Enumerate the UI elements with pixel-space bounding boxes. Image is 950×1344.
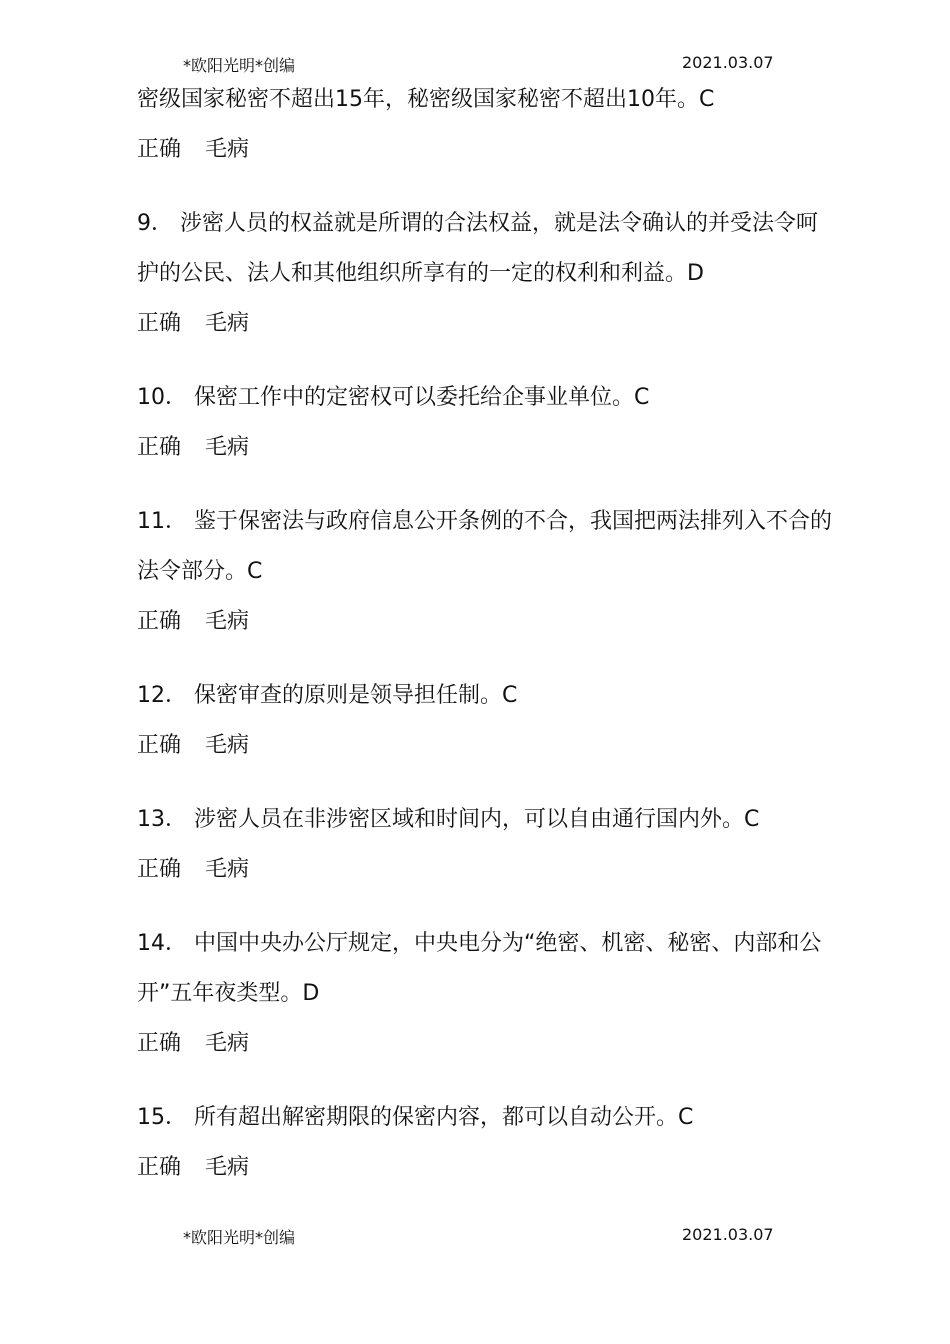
question-item — [137, 1093, 837, 1193]
question-text: 10． 保密工作中的定密权可以委托给企事业单位。C — [137, 385, 650, 410]
question-item — [137, 919, 837, 1069]
option-wrong: 毛病 — [205, 733, 250, 758]
question-item — [137, 795, 837, 895]
question-item — [137, 373, 837, 473]
answer-options — [137, 1019, 837, 1069]
option-correct: 正确 — [137, 311, 182, 336]
option-wrong: 毛病 — [205, 1031, 250, 1056]
option-wrong: 毛病 — [205, 137, 250, 162]
question-item — [137, 671, 837, 771]
question-text: 13． 涉密人员在非涉密区域和时间内，可以自由通行国内外。C — [137, 807, 760, 832]
answer-options — [137, 845, 837, 895]
option-wrong: 毛病 — [205, 609, 250, 634]
option-correct: 正确 — [137, 1155, 182, 1180]
footer-author: *欧阳光明*创编 — [183, 1228, 296, 1247]
option-correct: 正确 — [137, 733, 182, 758]
answer-options — [137, 1143, 837, 1193]
question-item — [137, 75, 837, 175]
option-correct: 正确 — [137, 857, 182, 882]
option-wrong: 毛病 — [205, 311, 250, 336]
question-text: 9． 涉密人员的权益就是所谓的合法权益，就是法令确认的并受法令呵护的公民、法人和其他组织所享有的一定的权利和利益。D — [137, 211, 818, 286]
question-list — [137, 75, 837, 1217]
answer-options — [137, 423, 837, 473]
option-wrong: 毛病 — [205, 435, 250, 460]
footer-date: 2021.03.07 — [682, 1225, 774, 1244]
question-item — [137, 497, 837, 647]
answer-options — [137, 721, 837, 771]
option-correct: 正确 — [137, 609, 182, 634]
header-author: *欧阳光明*创编 — [183, 56, 296, 75]
answer-options — [137, 299, 837, 349]
header-date: 2021.03.07 — [682, 53, 774, 72]
option-correct: 正确 — [137, 137, 182, 162]
question-text: 12． 保密审查的原则是领导担任制。C — [137, 683, 518, 708]
option-wrong: 毛病 — [205, 857, 250, 882]
question-text: 密级国家秘密不超出15年，秘密级国家秘密不超出10年。C — [137, 87, 715, 112]
question-item — [137, 199, 837, 349]
option-correct: 正确 — [137, 435, 182, 460]
answer-options — [137, 125, 837, 175]
answer-options — [137, 597, 837, 647]
option-correct: 正确 — [137, 1031, 182, 1056]
question-text: 15． 所有超出解密期限的保密内容，都可以自动公开。C — [137, 1105, 694, 1130]
question-text: 14． 中国中央办公厅规定，中央电分为“绝密、机密、秘密、内部和公开”五年夜类型。D — [137, 931, 822, 1006]
question-text: 11． 鉴于保密法与政府信息公开条例的不合，我国把两法排列入不合的法令部分。C — [137, 509, 832, 584]
option-wrong: 毛病 — [205, 1155, 250, 1180]
